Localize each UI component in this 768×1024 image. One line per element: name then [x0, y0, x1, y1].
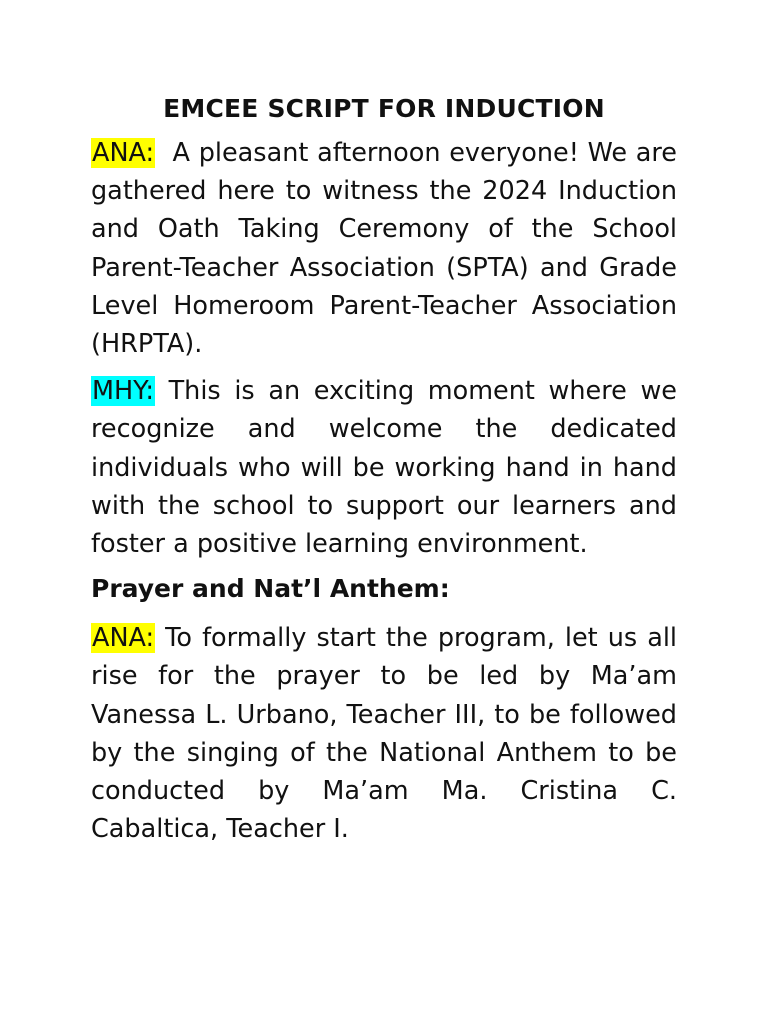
script-text-prayer: To formally start the program, let us all rise for the prayer to be led by Ma’am Vanessa L. Urbano, Teacher III, to be followed by the singing of the National Anthem to be conducted by Ma’am Ma. Cristina C. Cabaltica, Teacher I. — [91, 623, 677, 845]
speaker-label-mhy: MHY: — [92, 376, 154, 407]
script-text-recognition: This is an exciting moment where we recognize and welcome the dedicated individuals who will be working hand in hand with the school to support our learners and foster a positive learning environment. — [91, 376, 677, 560]
speaker-label-ana: ANA: — [92, 623, 155, 654]
script-paragraph-mhy-recognition — [91, 372, 677, 563]
speaker-label-ana: ANA: — [92, 138, 155, 168]
section-heading-prayer-anthem: Prayer and Nat’l Anthem: — [91, 574, 450, 604]
script-text-welcome: A pleasant afternoon everyone! We are gathered here to witness the 2024 Induction and Oath Taking Ceremony of the School Parent-Teacher Association (SPTA) and Grade Level Homeroom Parent-Teacher Association (HRPTA). — [91, 138, 677, 360]
document-title: EMCEE SCRIPT FOR INDUCTION — [163, 94, 605, 123]
script-paragraph-ana-prayer — [91, 619, 677, 848]
script-paragraph-ana-welcome — [91, 134, 677, 363]
